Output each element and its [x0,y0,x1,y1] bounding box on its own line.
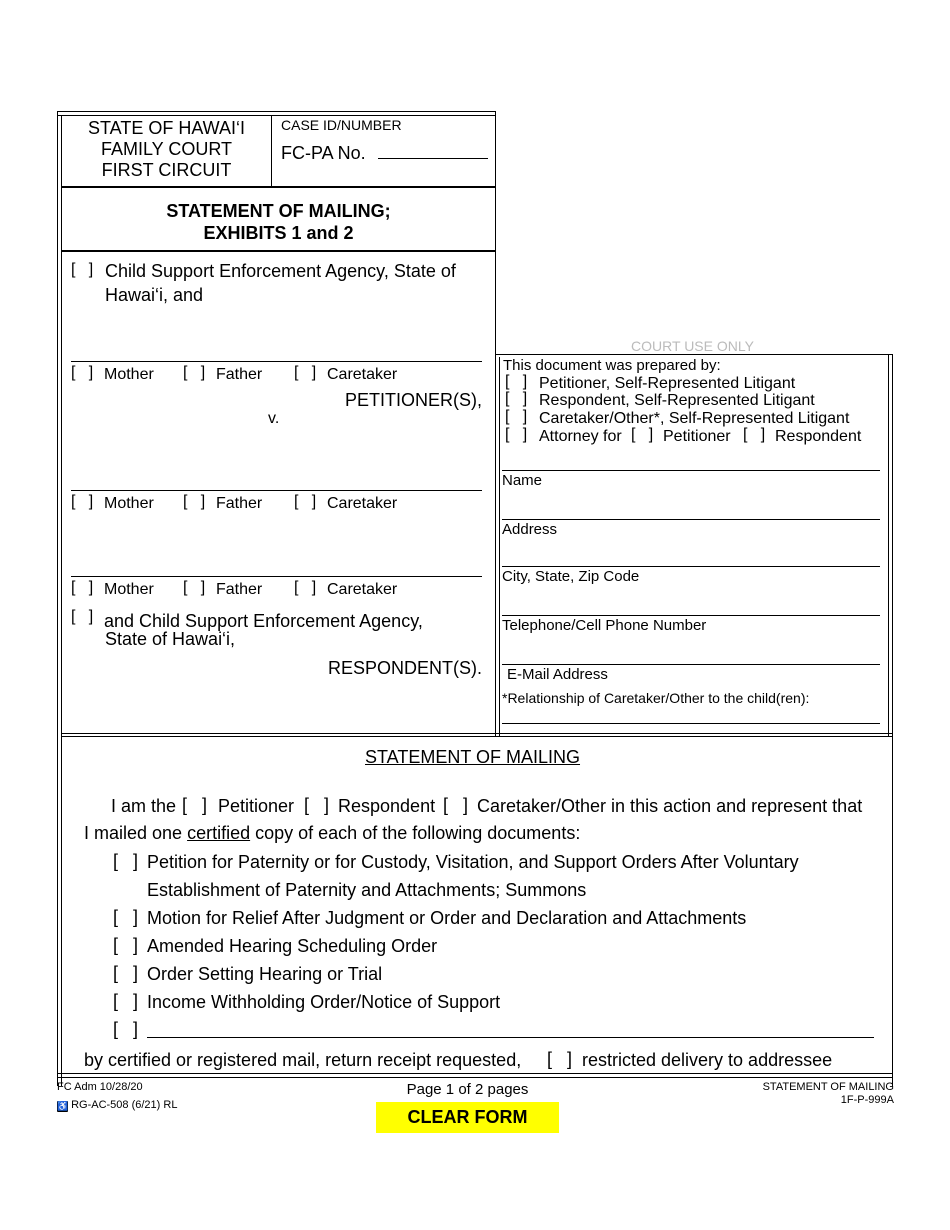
prepared-attorney-label: Attorney for [539,428,622,445]
respondent1-father-checkbox[interactable]: [ ] [183,493,206,510]
prepared-caretaker-label: Caretaker/Other*, Self-Represented Litigant [539,410,850,427]
form-code: 1F-P-999A [840,1094,894,1106]
csea-respondent-checkbox[interactable]: [ ] [71,608,94,625]
doc1-checkbox[interactable]: [ ] [113,851,139,871]
case-no-label: FC-PA No. [281,143,366,163]
rg-code: ♿ RG-AC-508 (6/21) RL [57,1099,178,1111]
intro-respondent-checkbox[interactable]: [ ] [304,795,330,815]
restricted-delivery-checkbox[interactable]: [ ] [547,1049,573,1069]
csea-respondent-label1: and Child Support Enforcement Agency, [104,611,423,631]
mailing-method-label: by certified or registered mail, return receipt requested, [84,1050,522,1070]
case-no-field[interactable] [378,140,488,159]
respondent2-mother-label: Mother [104,581,154,598]
intro-prefix: I am the [111,796,177,816]
prepared-respondent-label: Respondent, Self-Represented Litigant [539,392,815,409]
relationship-field[interactable] [502,706,880,724]
doc-other-field[interactable] [147,1019,874,1038]
court-name-line3: FIRST CIRCUIT [101,160,232,180]
respondent1-mother-label: Mother [104,495,154,512]
doc5-checkbox[interactable]: [ ] [113,991,139,1011]
form-title-footer: STATEMENT OF MAILING [762,1081,894,1093]
versus-label: v. [268,410,280,427]
email-label: E-Mail Address [507,666,608,683]
title-line1: STATEMENT OF MAILING; [166,201,391,221]
case-id-label: CASE ID/NUMBER [281,117,402,133]
prepared-attorney-checkbox[interactable]: [ ] [505,426,528,443]
attorney-petitioner-checkbox[interactable]: [ ] [631,426,654,443]
page-number: Page 1 of 2 pages [406,1081,529,1098]
doc4-checkbox[interactable]: [ ] [113,963,139,983]
restricted-delivery-label: restricted delivery to addressee [582,1050,833,1070]
respondent1-caretaker-checkbox[interactable]: [ ] [294,493,317,510]
petitioner-father-label: Father [216,366,263,383]
attorney-respondent-checkbox[interactable]: [ ] [743,426,766,443]
doc2-checkbox[interactable]: [ ] [113,907,139,927]
prepared-petitioner-checkbox[interactable]: [ ] [505,373,528,390]
respondent2-father-label: Father [216,581,263,598]
csea-petitioner-checkbox[interactable]: [ ] [71,261,94,278]
doc5-label: Income Withholding Order/Notice of Support [147,992,501,1012]
court-name-line1: STATE OF HAWAI‘I [88,118,245,138]
petitioner-mother-checkbox[interactable]: [ ] [71,364,94,381]
address-field[interactable] [502,502,880,520]
attorney-respondent-label: Respondent [775,428,862,445]
doc2-label: Motion for Relief After Judgment or Order and Declaration and Attachments [147,908,747,928]
petitioner-caretaker-label: Caretaker [327,366,398,383]
doc1-label-line2: Establishment of Paternity and Attachments; Summons [147,880,587,900]
doc3-label: Amended Hearing Scheduling Order [147,936,438,956]
intro-petitioner-checkbox[interactable]: [ ] [182,795,208,815]
prepared-caretaker-checkbox[interactable]: [ ] [505,408,528,425]
intro-caretaker-label: Caretaker/Other in this action and represent that [477,796,863,816]
phone-label: Telephone/Cell Phone Number [502,617,707,634]
clear-form-button[interactable]: CLEAR FORM [376,1102,559,1133]
name-field[interactable] [502,453,880,471]
respondent2-father-checkbox[interactable]: [ ] [183,579,206,596]
doc-other-checkbox[interactable]: [ ] [113,1019,139,1039]
title-line2: EXHIBITS 1 and 2 [203,223,354,243]
mailed-statement: I mailed one certified copy of each of the following documents: [84,823,581,843]
csea-petitioner-label1: Child Support Enforcement Agency, State of [105,261,456,281]
respondent1-father-label: Father [216,495,263,512]
petitioner-mother-label: Mother [104,366,154,383]
email-field[interactable] [502,647,880,665]
petitioner-father-checkbox[interactable]: [ ] [183,364,206,381]
accessibility-icon: ♿ [57,1101,69,1111]
address-label: Address [502,521,558,538]
court-use-only-label: COURT USE ONLY [631,338,754,354]
intro-caretaker-checkbox[interactable]: [ ] [443,795,469,815]
intro-respondent-label: Respondent [338,796,436,816]
phone-field[interactable] [502,598,880,616]
respondent2-mother-checkbox[interactable]: [ ] [71,579,94,596]
petitioner-caretaker-checkbox[interactable]: [ ] [294,364,317,381]
name-label: Name [502,472,543,489]
doc4-label: Order Setting Hearing or Trial [147,964,383,984]
attorney-petitioner-label: Petitioner [663,428,731,445]
prepared-by-heading: This document was prepared by: [503,357,721,374]
respondent1-caretaker-label: Caretaker [327,495,398,512]
prepared-respondent-checkbox[interactable]: [ ] [505,390,528,407]
statement-heading: STATEMENT OF MAILING [365,747,581,767]
doc1-label-line1: Petition for Paternity or for Custody, Visitation, and Support Orders After Voluntary [147,852,799,872]
city-state-zip-field[interactable] [502,549,880,567]
csea-petitioner-label2: Hawai‘i, and [105,285,204,305]
court-name-line2: FAMILY COURT [100,139,233,159]
intro-petitioner-label: Petitioner [218,796,295,816]
form-date: FC Adm 10/28/20 [57,1081,143,1093]
city-state-zip-label: City, State, Zip Code [502,568,640,585]
prepared-petitioner-label: Petitioner, Self-Represented Litigant [539,375,796,392]
relationship-label: *Relationship of Caretaker/Other to the child(ren): [502,690,810,706]
respondents-label: RESPONDENT(S). [327,658,482,678]
respondent2-caretaker-checkbox[interactable]: [ ] [294,579,317,596]
respondent2-caretaker-label: Caretaker [327,581,398,598]
petitioners-label: PETITIONER(S), [344,390,482,410]
respondent1-mother-checkbox[interactable]: [ ] [71,493,94,510]
doc3-checkbox[interactable]: [ ] [113,935,139,955]
csea-respondent-label2: State of Hawai‘i, [105,629,236,649]
